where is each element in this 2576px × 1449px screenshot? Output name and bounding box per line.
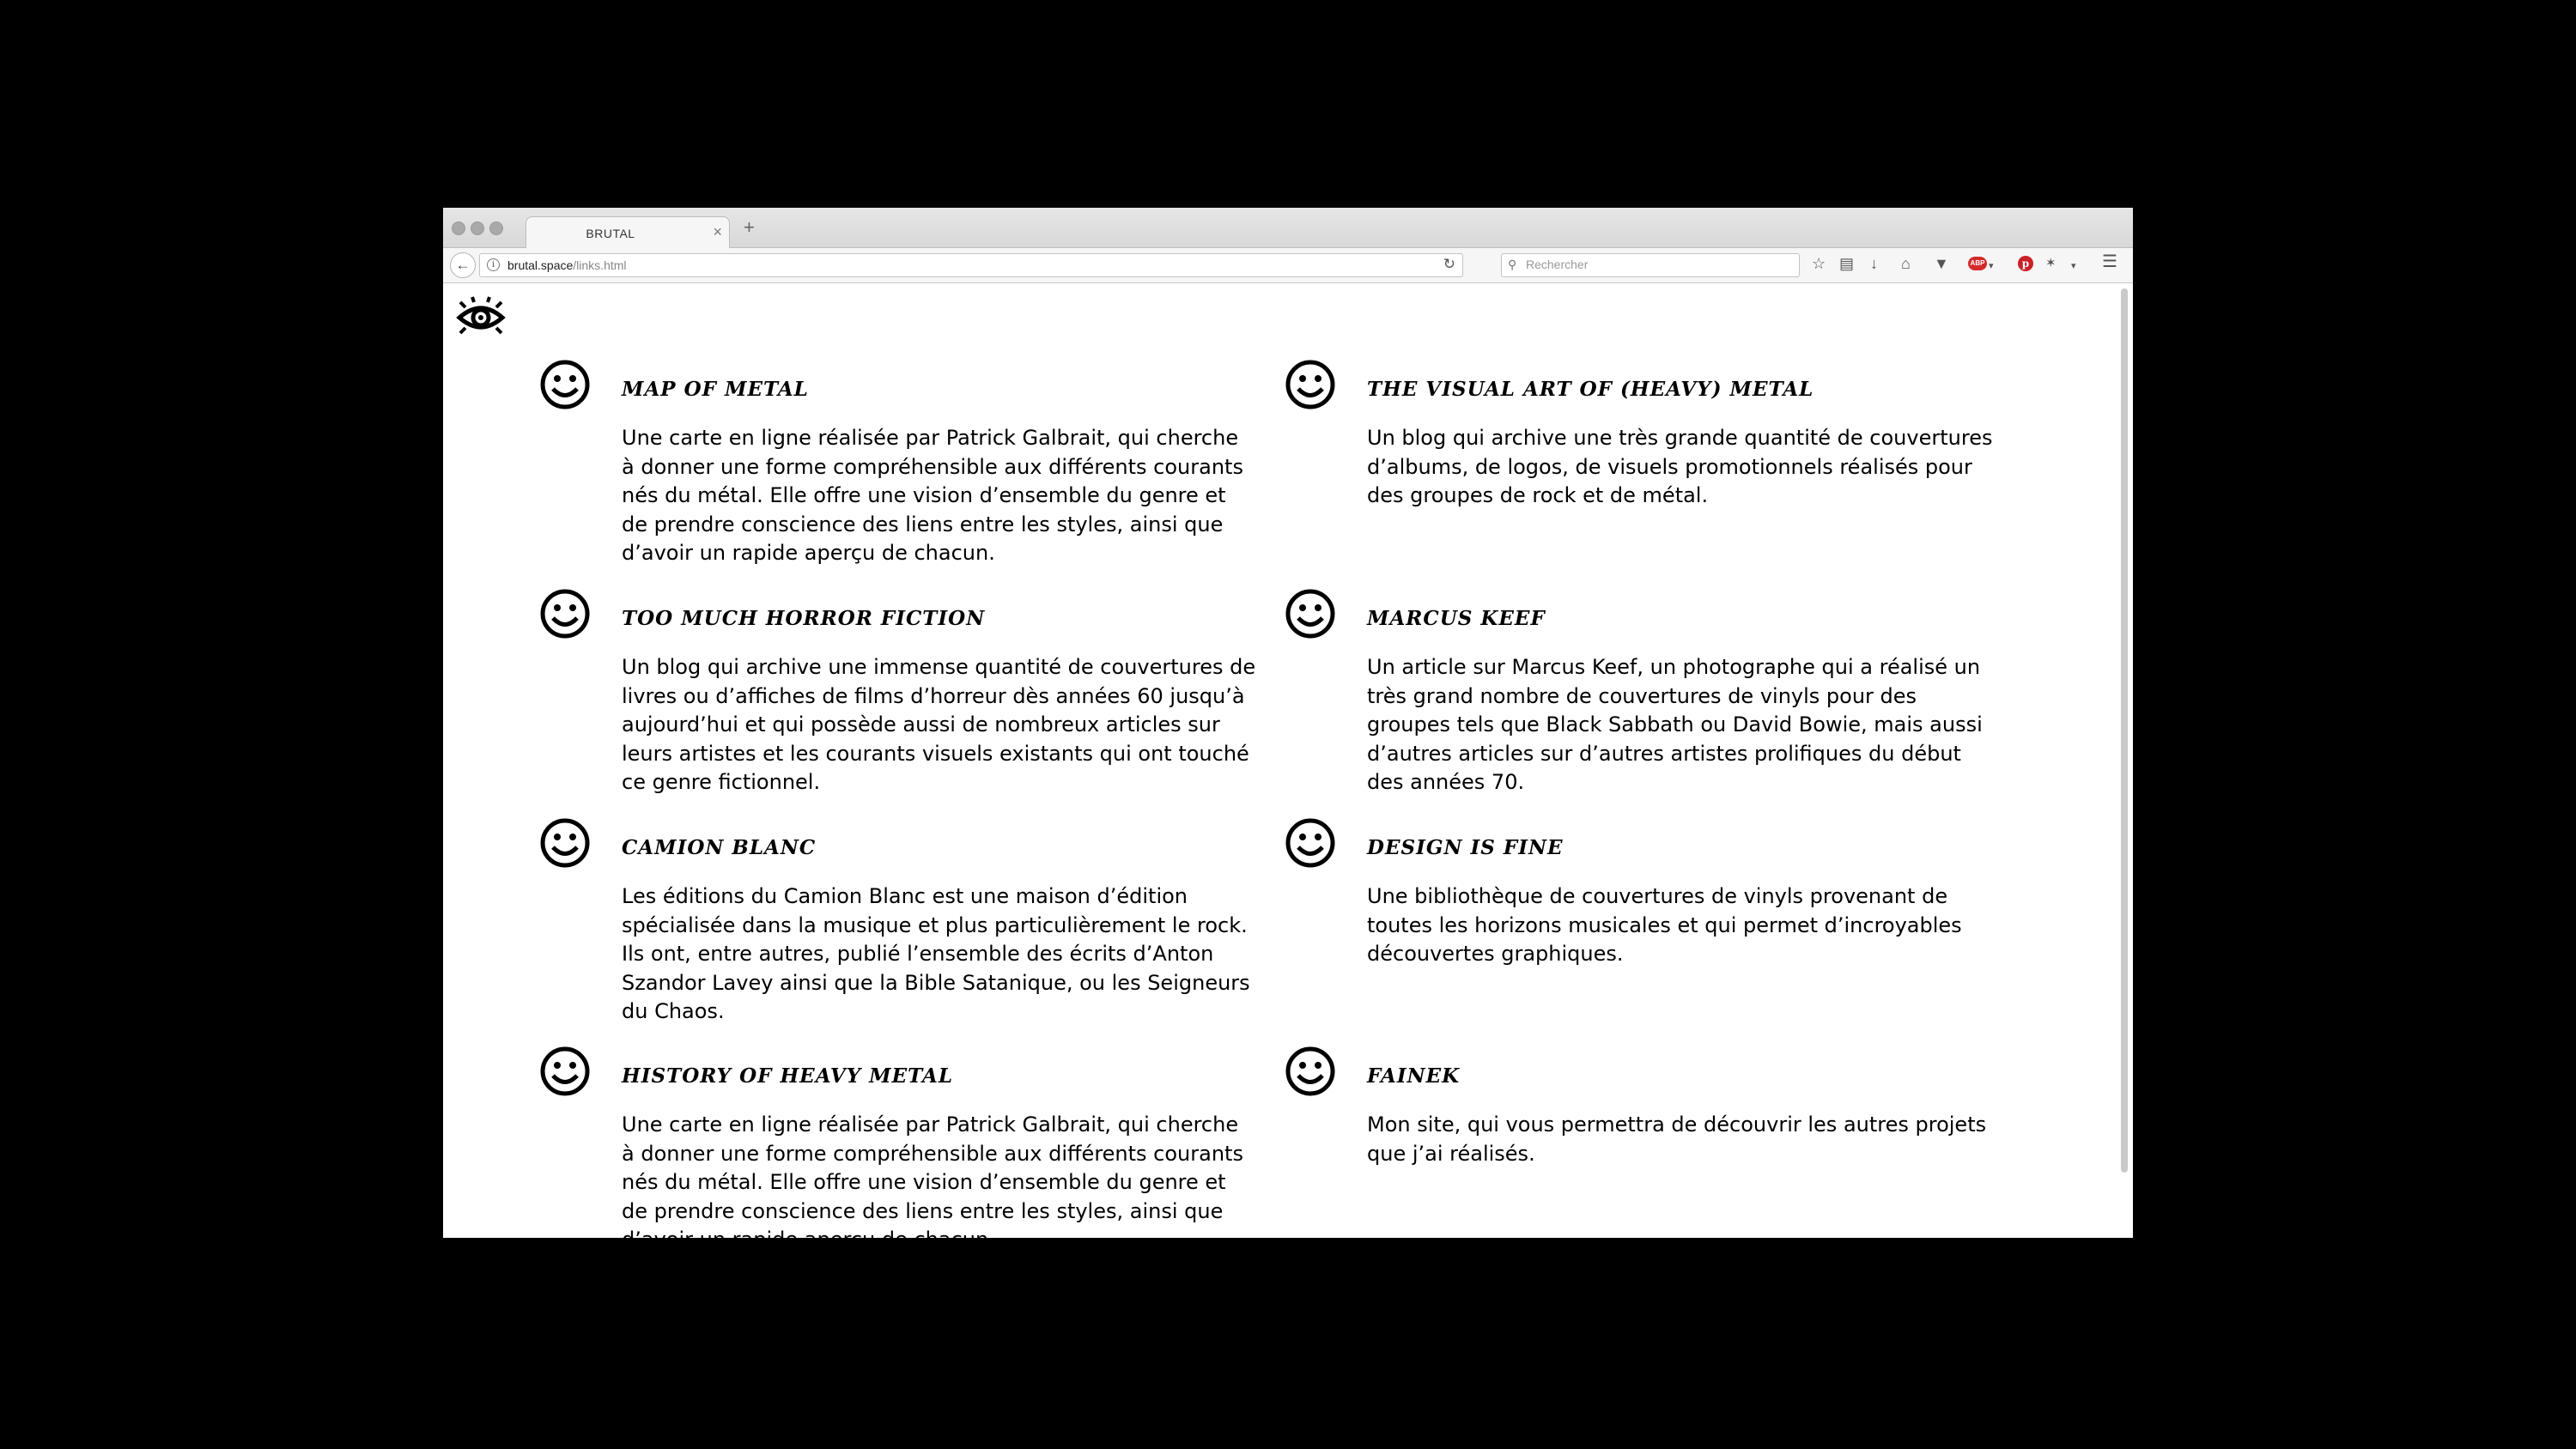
new-tab-button[interactable]: +: [744, 216, 755, 238]
navigation-bar: [443, 248, 2133, 283]
smiley-icon: [1285, 817, 1336, 869]
smiley-icon: [539, 1046, 591, 1097]
link-title[interactable]: MARCUS KEEF: [1367, 607, 1546, 630]
page-content: [443, 283, 2133, 1252]
link-description: Mon site, qui vous permettra de découvrir les autres projets que j’ai réalisés.: [1367, 1113, 1987, 1166]
info-icon[interactable]: i: [487, 258, 500, 271]
search-input[interactable]: [1526, 257, 1783, 272]
url-domain: brutal.space: [507, 258, 574, 272]
link-description: Un blog qui archive une très grande quantité de couvertures d’albums, de logos, de visuels promotionnels réalisés pour des groupes de rock et de métal.: [1367, 426, 1993, 507]
link-description: Un blog qui archive une immense quantité de couvertures de livres ou d’affiches de films d’horreur dès années 60 jusqu’à aujourd’hui et qui possède aussi de nombreux articles sur leurs artistes et les courants visuels existants qui ont touché ce genre fictionnel.: [622, 655, 1256, 794]
link-title[interactable]: FAINEK: [1367, 1064, 1461, 1088]
extension-dropdown-icon[interactable]: ▾: [2071, 261, 2076, 271]
bookmark-star-icon[interactable]: ☆: [1812, 255, 1826, 272]
link-title[interactable]: CAMION BLANC: [622, 836, 817, 859]
smiley-icon: [539, 588, 591, 640]
clipboard-icon[interactable]: ▤: [1839, 255, 1855, 272]
smiley-icon: [1285, 1046, 1336, 1097]
link-title[interactable]: TOO MUCH HORROR FICTION: [622, 607, 986, 630]
extension-icon[interactable]: ✶: [2045, 256, 2057, 270]
download-icon[interactable]: ↓: [1870, 255, 1878, 272]
tab-strip: [443, 208, 2133, 248]
reload-icon[interactable]: ↻: [1443, 256, 1455, 272]
link-description: Une carte en ligne réalisée par Patrick Galbrait, qui cherche à donner une forme compréhensible aux différents courants nés du métal. Elle offre une vision d’ensemble du genre et de prendre conscience des liens entre les styles, ainsi que d’avoir un rapide aperçu de chacun.: [622, 1113, 1243, 1252]
tab-close-icon[interactable]: ×: [713, 223, 722, 240]
smiley-icon: [539, 359, 591, 410]
link-title[interactable]: HISTORY OF HEAVY METAL: [622, 1064, 954, 1088]
tab-brutal[interactable]: [526, 216, 730, 249]
link-description: Les éditions du Camion Blanc est une maison d’édition spécialisée dans la musique et plus particulièrement le rock. Ils ont, entre autres, publié l’ensemble des écrits d’Anton Szandor Lavey ainsi que la Bible Satanique, ou les Seigneurs du Chaos.: [622, 884, 1250, 1023]
smiley-icon: [1285, 588, 1336, 640]
url-bar[interactable]: [479, 253, 1463, 277]
page-scrollbar[interactable]: [2121, 288, 2128, 1173]
close-window-button[interactable]: [452, 221, 465, 235]
search-bar[interactable]: [1501, 253, 1800, 277]
smiley-icon: [1285, 359, 1336, 410]
link-title[interactable]: DESIGN IS FINE: [1367, 836, 1564, 859]
link-description: Un article sur Marcus Keef, un photographe qui a réalisé un très grand nombre de couvertures de vinyls pour des groupes tels que Black Sabbath ou David Bowie, mais aussi d’autres articles sur d’autres artistes prolifiques du début des années 70.: [1367, 655, 1983, 794]
link-title[interactable]: THE VISUAL ART OF (HEAVY) METAL: [1367, 378, 1814, 401]
eye-logo-icon[interactable]: [457, 297, 505, 338]
pinterest-icon[interactable]: p: [2018, 256, 2033, 271]
link-description: Une carte en ligne réalisée par Patrick Galbrait, qui cherche à donner une forme compréhensible aux différents courants nés du métal. Elle offre une vision d’ensemble du genre et de prendre conscience des liens entre les styles, ainsi que d’avoir un rapide aperçu de chacun.: [622, 426, 1243, 565]
home-icon[interactable]: ⌂: [1901, 255, 1911, 272]
url-text[interactable]: [507, 258, 627, 272]
zoom-window-button[interactable]: [489, 221, 503, 235]
url-path: /links.html: [573, 258, 627, 272]
search-icon: ⚲: [1508, 258, 1517, 271]
hamburger-menu-icon[interactable]: ☰: [2102, 252, 2117, 271]
pocket-icon[interactable]: ▼: [1934, 255, 1949, 272]
smiley-icon: [539, 817, 591, 869]
adblock-icon[interactable]: ABP: [1968, 257, 1987, 270]
tab-title: BRUTAL: [586, 227, 635, 240]
back-button[interactable]: ←: [450, 252, 476, 278]
browser-window: [443, 208, 2133, 1252]
minimize-window-button[interactable]: [471, 221, 484, 235]
link-description: Une bibliothèque de couvertures de vinyls provenant de toutes les horizons musicales et qui permet d’incroyables découvertes graphiques.: [1367, 884, 1962, 966]
adblock-dropdown-icon[interactable]: ▾: [1989, 261, 1994, 271]
link-title[interactable]: MAP OF METAL: [622, 378, 809, 401]
